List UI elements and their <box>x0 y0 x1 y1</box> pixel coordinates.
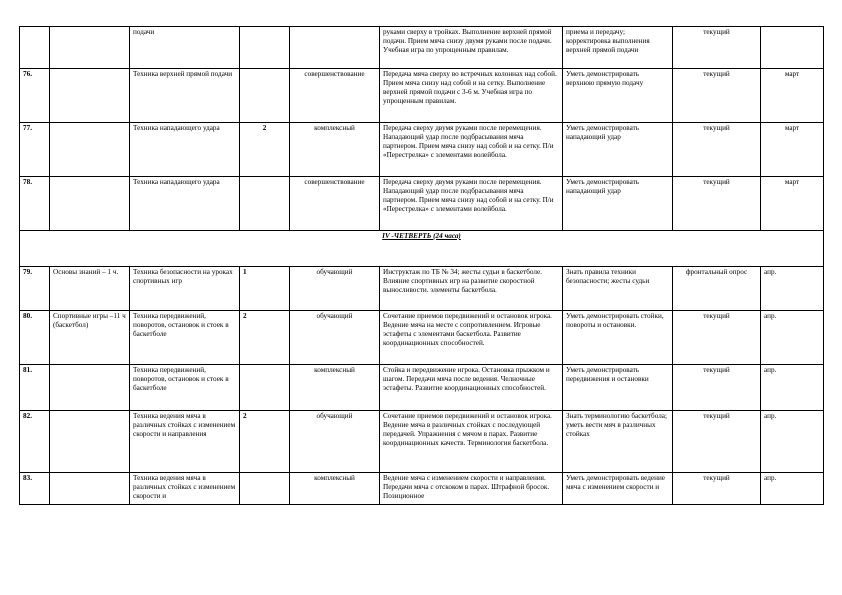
row-hours <box>240 27 290 69</box>
row-hours: 2 <box>240 123 290 177</box>
row-content: Передача мяча сверху во встречных колоннах над собой. Прием мяча снизу над собой и на сетку. Выполнение верхней прямой подачи с 3-6 м. Учебная игра по упрощенным правилам. <box>380 69 563 123</box>
row-hours <box>240 365 290 411</box>
row-content: руками сверху в тройках. Выполнение верхней прямой подачи. Прием мяча снизу двумя руками после подачи. Учебная игра по упрощенным правилам. <box>380 27 563 69</box>
row-date: апр. <box>761 365 824 411</box>
row-section <box>50 365 130 411</box>
row-topic: подачи <box>130 27 240 69</box>
row-topic: Техника ведения мяча в различных стойках с изменением скорости и <box>130 473 240 505</box>
row-type <box>290 27 380 69</box>
row-topic: Техника нападающего удара <box>130 123 240 177</box>
row-content: Сочетание приемов передвижений и остановок игрока. Ведение мяча в различных стойках с последующей передачей. Упражнения с мячом в парах. Развитие координационных качеств. Терминология баскетбола. <box>380 411 563 473</box>
table-row <box>20 27 824 69</box>
row-topic: Техника передвижений, поворотов, остановок и стоек в баскетболе <box>130 365 240 411</box>
row-control: текущий <box>673 123 761 177</box>
row-requirements: Уметь демонстрировать стойки, повороты и остановки. <box>563 311 673 365</box>
row-content: Инструктаж по ТБ № 34; жесты судьи в баскетболе. Влияние спортивных игр на развитие скоростной выносливости. элементы баскетбола. <box>380 267 563 311</box>
row-content: Сочетание приемов передвижений и остановок игрока. Ведение мяча на месте с сопротивлением. Игровые эстафеты с элементами баскетбола. Развитие координационных способностей. <box>380 311 563 365</box>
row-type: комплексный <box>290 365 380 411</box>
row-date: апр. <box>761 473 824 505</box>
row-number: 82. <box>20 411 50 473</box>
row-control: фронтальный опрос <box>673 267 761 311</box>
row-date: апр. <box>761 411 824 473</box>
row-type: совершенствование <box>290 177 380 231</box>
row-requirements: приема и передачу; корректировка выполнения верхней прямой подачи <box>563 27 673 69</box>
row-type: комплексный <box>290 123 380 177</box>
row-requirements: Уметь демонстрировать нападающий удар <box>563 123 673 177</box>
row-content: Передача сверху двумя руками после перемещения. Нападающий удар после подбрасывания мяча партнером. Прием мяча снизу над собой и на сетку. П/и «Перестрелка» с элементами волейбола. <box>380 123 563 177</box>
row-topic: Техника нападающего удара <box>130 177 240 231</box>
table-row <box>20 473 824 505</box>
row-number: 83. <box>20 473 50 505</box>
section-heading <box>20 231 824 267</box>
row-topic: Техника безопасности на уроках спортивных игр <box>130 267 240 311</box>
row-control: текущий <box>673 365 761 411</box>
row-hours <box>240 69 290 123</box>
row-type: совершенствование <box>290 69 380 123</box>
row-number <box>20 27 50 69</box>
table-row <box>20 177 824 231</box>
row-control: текущий <box>673 69 761 123</box>
row-type: обучающий <box>290 311 380 365</box>
row-content: Стойка и передвижение игрока. Остановка прыжком и шагом. Передачи мяча после ведения. Челночные эстафеты. Развитие координационных способностей. <box>380 365 563 411</box>
row-hours: 2 <box>240 311 290 365</box>
row-date: апр. <box>761 311 824 365</box>
row-requirements: Уметь демонстрировать верхнюю прямую подачу <box>563 69 673 123</box>
row-content: Ведение мяча с изменением скорости и направления. Передачи мяча с отскоком в парах. Штрафной бросок. Позиционное <box>380 473 563 505</box>
row-hours <box>240 177 290 231</box>
row-control: текущий <box>673 27 761 69</box>
row-section <box>50 27 130 69</box>
row-number: 81. <box>20 365 50 411</box>
table-row <box>20 411 824 473</box>
row-number: 78. <box>20 177 50 231</box>
row-content: Передача сверху двумя руками после перемещения. Нападающий удар после подбрасывания мяча партнером. Прием мяча снизу над собой и на сетку. П/и «Перестрелка» с элементами волейбола. <box>380 177 563 231</box>
table-row <box>20 69 824 123</box>
row-section <box>50 69 130 123</box>
row-date: март <box>761 123 824 177</box>
row-control: текущий <box>673 177 761 231</box>
table-row <box>20 267 824 311</box>
section-row <box>20 231 824 267</box>
row-requirements: Уметь демонстрировать ведение мяча с изменением скорости и <box>563 473 673 505</box>
row-requirements: Знать терминологию баскетбола; уметь вести мяч в различных стойках <box>563 411 673 473</box>
table-row <box>20 123 824 177</box>
row-section: Спортивные игры –11 ч (баскетбол) <box>50 311 130 365</box>
row-type: обучающий <box>290 411 380 473</box>
quarter-title: IV -ЧЕТВЕРТЬ (24 часа) <box>382 232 461 240</box>
row-section: Основы знаний – 1 ч. <box>50 267 130 311</box>
row-date: март <box>761 177 824 231</box>
row-number: 76. <box>20 69 50 123</box>
row-section <box>50 177 130 231</box>
row-hours: 1 <box>240 267 290 311</box>
row-control: текущий <box>673 311 761 365</box>
table-row <box>20 311 824 365</box>
row-date: март <box>761 69 824 123</box>
table-row <box>20 365 824 411</box>
row-section <box>50 411 130 473</box>
row-topic: Техника передвижений, поворотов, остановок и стоек в баскетболе <box>130 311 240 365</box>
row-date: апр. <box>761 267 824 311</box>
row-section <box>50 473 130 505</box>
row-topic: Техника ведения мяча в различных стойках с изменением скорости и направления <box>130 411 240 473</box>
row-number: 77. <box>20 123 50 177</box>
row-number: 79. <box>20 267 50 311</box>
row-date <box>761 27 824 69</box>
row-control: текущий <box>673 411 761 473</box>
row-type: обучающий <box>290 267 380 311</box>
row-requirements: Уметь демонстрировать передвижения и остановки <box>563 365 673 411</box>
row-requirements: Знать правила техники безопасности; жесты судьи <box>563 267 673 311</box>
row-section <box>50 123 130 177</box>
row-control: текущий <box>673 473 761 505</box>
row-requirements: Уметь демонстрировать нападающий удар <box>563 177 673 231</box>
row-hours: 2 <box>240 411 290 473</box>
row-topic: Техника верхней прямой подачи <box>130 69 240 123</box>
lesson-plan-table <box>19 26 824 505</box>
row-hours <box>240 473 290 505</box>
row-type: комплексный <box>290 473 380 505</box>
row-number: 80. <box>20 311 50 365</box>
